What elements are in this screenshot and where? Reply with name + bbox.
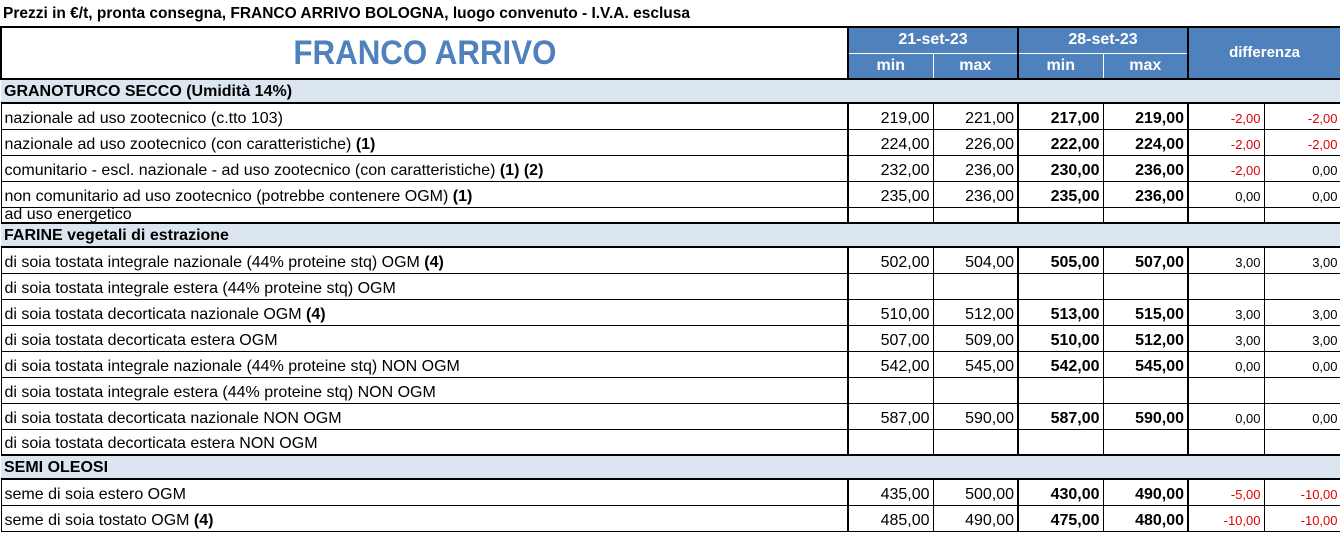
price-min-previous: 224,00	[848, 129, 933, 155]
price-max-previous	[933, 273, 1018, 299]
difference-min: -10,00	[1188, 505, 1264, 531]
price-min-current: 235,00	[1018, 181, 1103, 207]
difference-min: 0,00	[1188, 403, 1264, 429]
price-max-previous: 504,00	[933, 247, 1018, 273]
price-max-previous: 509,00	[933, 325, 1018, 351]
product-label	[1, 273, 848, 299]
footnote-ref: (1)	[452, 187, 473, 205]
price-min-previous: 502,00	[848, 247, 933, 273]
price-min-current: 230,00	[1018, 155, 1103, 181]
price-min-previous: 507,00	[848, 325, 933, 351]
min-header-previous: min	[848, 53, 933, 79]
product-name: nazionale ad uso zootecnico (con caratteristiche)	[4, 135, 356, 153]
difference-max: 3,00	[1264, 299, 1340, 325]
price-min-current	[1018, 377, 1103, 403]
price-min-current: 513,00	[1018, 299, 1103, 325]
table-row	[1, 103, 1340, 129]
footnote-ref: (1) (2)	[499, 161, 544, 179]
product-name: di soia tostata decorticata nazionale NON OGM	[4, 409, 342, 427]
product-label	[1, 351, 848, 377]
table-row	[1, 479, 1340, 505]
price-min-previous	[848, 273, 933, 299]
product-name: nazionale ad uso zootecnico (c.tto 103)	[4, 109, 283, 127]
difference-min	[1188, 429, 1264, 455]
date-previous: 21-set-23	[848, 27, 1018, 53]
price-max-current: 480,00	[1103, 505, 1188, 531]
table-row	[1, 155, 1340, 181]
price-min-previous: 542,00	[848, 351, 933, 377]
difference-max: 0,00	[1264, 181, 1340, 207]
price-max-current: 236,00	[1103, 155, 1188, 181]
difference-max	[1264, 377, 1340, 403]
price-min-current: 587,00	[1018, 403, 1103, 429]
difference-max: -2,00	[1264, 129, 1340, 155]
price-min-previous: 232,00	[848, 155, 933, 181]
footnote-ref: (4)	[306, 305, 326, 323]
price-max-previous: 236,00	[933, 181, 1018, 207]
price-max-current: 545,00	[1103, 351, 1188, 377]
product-name: di soia tostata decorticata nazionale OGM	[4, 305, 306, 323]
difference-max: 0,00	[1264, 155, 1340, 181]
table-row	[1, 351, 1340, 377]
price-max-current: 590,00	[1103, 403, 1188, 429]
price-max-previous: 545,00	[933, 351, 1018, 377]
price-max-current: 490,00	[1103, 479, 1188, 505]
price-min-current: 430,00	[1018, 479, 1103, 505]
price-max-previous: 226,00	[933, 129, 1018, 155]
max-header-current: max	[1103, 53, 1188, 79]
max-header-previous: max	[933, 53, 1018, 79]
product-label	[1, 129, 848, 155]
product-name: di soia tostata decorticata estera OGM	[4, 331, 278, 349]
price-min-previous: 485,00	[848, 505, 933, 531]
product-name: di soia tostata integrale nazionale (44% proteine stq) OGM	[4, 253, 425, 271]
table-row	[1, 273, 1340, 299]
price-max-previous: 590,00	[933, 403, 1018, 429]
price-max-current: 512,00	[1103, 325, 1188, 351]
price-min-current	[1018, 207, 1103, 223]
section-header	[1, 455, 1340, 479]
price-table	[0, 26, 1340, 532]
difference-max: 3,00	[1264, 325, 1340, 351]
price-max-previous: 490,00	[933, 505, 1018, 531]
table-row	[1, 181, 1340, 207]
product-label	[1, 403, 848, 429]
product-label	[1, 207, 848, 223]
product-label	[1, 325, 848, 351]
product-name: ad uso energetico	[4, 207, 132, 223]
difference-max: 3,00	[1264, 247, 1340, 273]
price-min-previous	[848, 207, 933, 223]
price-max-previous: 512,00	[933, 299, 1018, 325]
table-row	[1, 129, 1340, 155]
difference-max: 0,00	[1264, 351, 1340, 377]
price-min-previous	[848, 429, 933, 455]
table-title: FRANCO ARRIVO	[1, 27, 848, 79]
product-name: di soia tostata decorticata estera NON OGM	[4, 435, 318, 452]
difference-min	[1188, 207, 1264, 223]
table-row	[1, 299, 1340, 325]
section-title: FARINE vegetali di estrazione	[1, 223, 1340, 247]
section-header	[1, 79, 1340, 103]
difference-max: 0,00	[1264, 403, 1340, 429]
difference-min	[1188, 273, 1264, 299]
product-label	[1, 155, 848, 181]
product-label	[1, 505, 848, 531]
product-name: seme di soia estero OGM	[4, 485, 186, 503]
date-current: 28-set-23	[1018, 27, 1188, 53]
footnote-ref: (1)	[355, 135, 376, 153]
price-max-previous	[933, 377, 1018, 403]
product-name: di soia tostata integrale nazionale (44% proteine stq) NON OGM	[4, 357, 460, 375]
product-label	[1, 181, 848, 207]
price-max-current: 219,00	[1103, 103, 1188, 129]
difference-max	[1264, 273, 1340, 299]
price-max-previous: 236,00	[933, 155, 1018, 181]
product-name: comunitario - escl. nazionale - ad uso zootecnico (con caratteristiche)	[4, 161, 500, 179]
price-max-current	[1103, 377, 1188, 403]
price-max-current: 515,00	[1103, 299, 1188, 325]
price-note: Prezzi in €/t, pronta consegna, FRANCO ARRIVO BOLOGNA, luogo convenuto - I.V.A. esclusa	[3, 5, 690, 22]
difference-max	[1264, 429, 1340, 455]
difference-max: -10,00	[1264, 479, 1340, 505]
price-max-current: 236,00	[1103, 181, 1188, 207]
price-max-current: 224,00	[1103, 129, 1188, 155]
product-label	[1, 429, 848, 455]
price-max-current	[1103, 429, 1188, 455]
difference-min: -5,00	[1188, 479, 1264, 505]
price-min-previous	[848, 377, 933, 403]
product-name: seme di soia tostato OGM	[4, 511, 194, 529]
difference-min: 3,00	[1188, 325, 1264, 351]
price-min-current: 217,00	[1018, 103, 1103, 129]
product-name: non comunitario ad uso zootecnico (potrebbe contenere OGM)	[4, 187, 453, 205]
price-min-current	[1018, 273, 1103, 299]
price-max-current	[1103, 207, 1188, 223]
price-min-current: 510,00	[1018, 325, 1103, 351]
difference-max: -2,00	[1264, 103, 1340, 129]
difference-min: -2,00	[1188, 103, 1264, 129]
price-min-previous: 235,00	[848, 181, 933, 207]
product-label	[1, 103, 848, 129]
table-row	[1, 403, 1340, 429]
difference-min: 0,00	[1188, 181, 1264, 207]
price-max-current: 507,00	[1103, 247, 1188, 273]
table-row	[1, 377, 1340, 403]
product-label	[1, 479, 848, 505]
difference-min: 0,00	[1188, 351, 1264, 377]
price-min-current: 505,00	[1018, 247, 1103, 273]
price-min-previous: 510,00	[848, 299, 933, 325]
difference-max: -10,00	[1264, 505, 1340, 531]
product-name: di soia tostata integrale estera (44% proteine stq) NON OGM	[4, 383, 436, 401]
price-max-previous	[933, 207, 1018, 223]
price-max-previous: 221,00	[933, 103, 1018, 129]
price-min-current: 542,00	[1018, 351, 1103, 377]
price-min-current: 475,00	[1018, 505, 1103, 531]
difference-min: 3,00	[1188, 247, 1264, 273]
difference-min: -2,00	[1188, 129, 1264, 155]
table-row	[1, 247, 1340, 273]
difference-min: -2,00	[1188, 155, 1264, 181]
section-header	[1, 223, 1340, 247]
price-min-current: 222,00	[1018, 129, 1103, 155]
difference-min	[1188, 377, 1264, 403]
price-min-previous: 587,00	[848, 403, 933, 429]
difference-max	[1264, 207, 1340, 223]
price-table-body	[1, 79, 1340, 531]
footnote-ref: (4)	[193, 511, 214, 529]
difference-header: differenza	[1188, 27, 1340, 79]
table-row	[1, 505, 1340, 531]
difference-min: 3,00	[1188, 299, 1264, 325]
product-label	[1, 247, 848, 273]
section-title: SEMI OLEOSI	[1, 455, 1340, 479]
table-row	[1, 207, 1340, 223]
price-min-previous: 435,00	[848, 479, 933, 505]
price-min-previous: 219,00	[848, 103, 933, 129]
price-max-current	[1103, 273, 1188, 299]
section-title: GRANOTURCO SECCO (Umidità 14%)	[1, 79, 1340, 103]
price-max-previous	[933, 429, 1018, 455]
footnote-ref: (4)	[424, 253, 444, 271]
price-min-current	[1018, 429, 1103, 455]
min-header-current: min	[1018, 53, 1103, 79]
product-label	[1, 299, 848, 325]
product-label	[1, 377, 848, 403]
product-name: di soia tostata integrale estera (44% proteine stq) OGM	[4, 279, 396, 297]
table-row	[1, 325, 1340, 351]
price-max-previous: 500,00	[933, 479, 1018, 505]
table-row	[1, 429, 1340, 455]
